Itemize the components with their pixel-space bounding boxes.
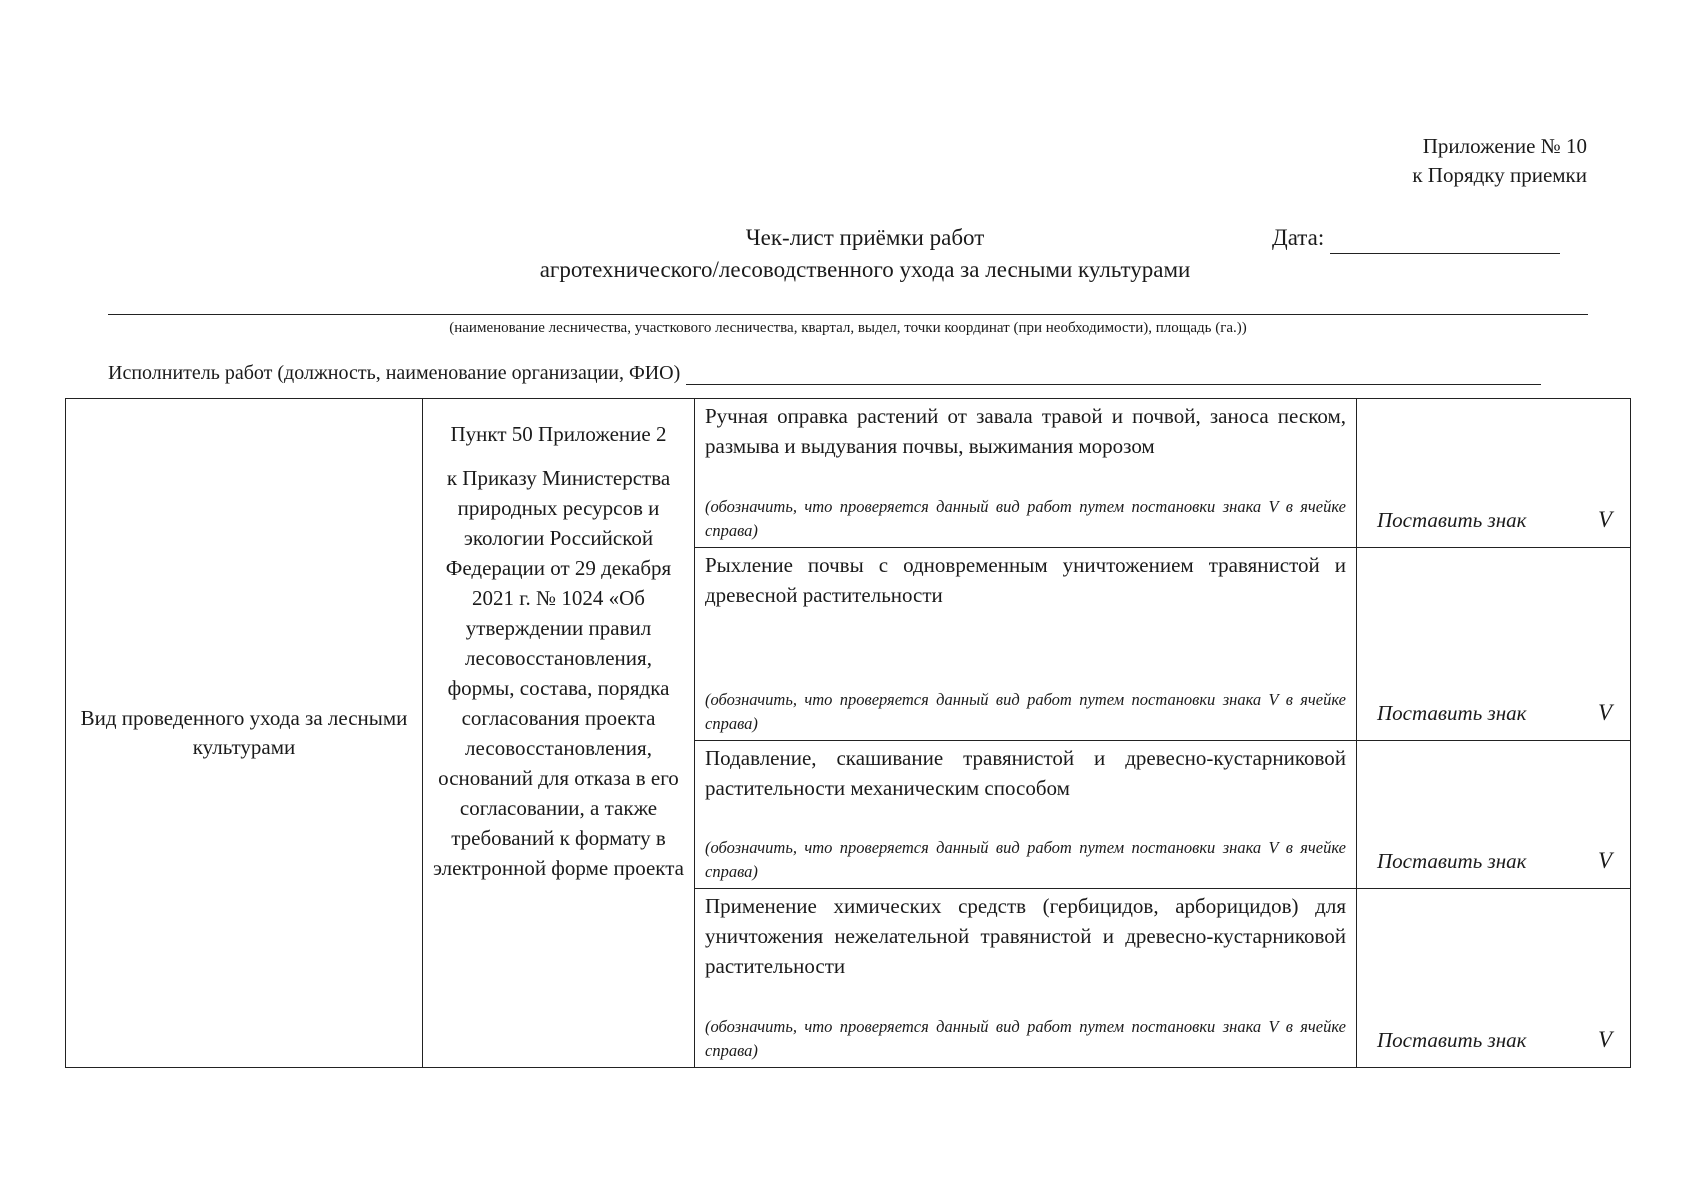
work-cell (695, 399, 1357, 548)
table-row (66, 399, 1631, 548)
executor-field (108, 362, 1541, 385)
mark-cell[interactable] (1357, 741, 1631, 889)
check-mark[interactable]: V (1597, 507, 1612, 532)
work-cell (695, 741, 1357, 889)
document-title (360, 222, 1370, 286)
check-mark[interactable]: V (1597, 1027, 1612, 1052)
reference-line-1: Пункт 50 Приложение 2 (450, 422, 667, 446)
kind-label-cell (66, 399, 423, 1068)
work-title: Ручная оправка растений от завала травой и почвой, заноса песком, размыва и выдувания почвы, выжимания морозом (705, 404, 1346, 458)
work-title: Применение химических средств (гербицидов, арборицидов) для уничтожения нежелательной травянистой и древесно-кустарниковой растительности (705, 894, 1346, 978)
work-note: (обозначить, что проверяется данный вид работ путем постановки знака V в ячейке справа) (705, 497, 1346, 540)
mark-cell[interactable] (1357, 548, 1631, 741)
work-cell (695, 889, 1357, 1068)
appendix-reference: к Порядку приемки (1412, 163, 1587, 187)
mark-label: Поставить знак (1377, 848, 1527, 873)
work-title: Подавление, скашивание травянистой и древесно-кустарниковой растительности механическим способом (705, 746, 1346, 800)
check-mark[interactable]: V (1597, 700, 1612, 725)
mark-label: Поставить знак (1377, 1027, 1527, 1052)
mark-cell[interactable] (1357, 889, 1631, 1068)
work-note: (обозначить, что проверяется данный вид работ путем постановки знака V в ячейке справа) (705, 690, 1346, 733)
date-input-line[interactable] (1330, 227, 1560, 254)
appendix-number: Приложение № 10 (1422, 134, 1587, 158)
check-mark[interactable]: V (1597, 848, 1612, 873)
work-note: (обозначить, что проверяется данный вид работ путем постановки знака V в ячейке справа) (705, 1017, 1346, 1060)
work-title: Рыхление почвы с одновременным уничтожением травянистой и древесной растительности (705, 553, 1346, 607)
title-line-1: Чек-лист приёмки работ (745, 225, 985, 250)
executor-input-line[interactable] (686, 362, 1541, 385)
checklist-table (65, 398, 1631, 1068)
date-label: Дата: (1272, 225, 1325, 250)
executor-label: Исполнитель работ (должность, наименование организации, ФИО) (108, 362, 681, 384)
mark-label: Поставить знак (1377, 700, 1527, 725)
location-caption: (наименование лесничества, участкового лесничества, квартал, выдел, точки координат (при необходимости), площадь (га.)) (449, 320, 1247, 336)
reference-line-2: к Приказу Министерства природных ресурсов и экологии Российской Федерации от 29 декабря 2021 г. № 1024 «Об утверждении правил лесовосстановления, формы, состава, порядка согласования проекта лесовосстановления, оснований для отказа в его согласовании, а также требований к формату в электронной форме проекта (433, 466, 684, 880)
work-cell (695, 548, 1357, 741)
mark-label: Поставить знак (1377, 507, 1527, 532)
work-note: (обозначить, что проверяется данный вид работ путем постановки знака V в ячейке справа) (705, 838, 1346, 881)
mark-cell[interactable] (1357, 399, 1631, 548)
reference-cell (423, 399, 695, 1068)
title-line-2: агротехнического/лесоводственного ухода за лесными культурами (539, 257, 1191, 282)
location-input-line[interactable] (108, 314, 1588, 315)
kind-label: Вид проведенного ухода за лесными культурами (80, 706, 408, 759)
appendix-header (1412, 132, 1587, 190)
date-field (1272, 222, 1560, 254)
